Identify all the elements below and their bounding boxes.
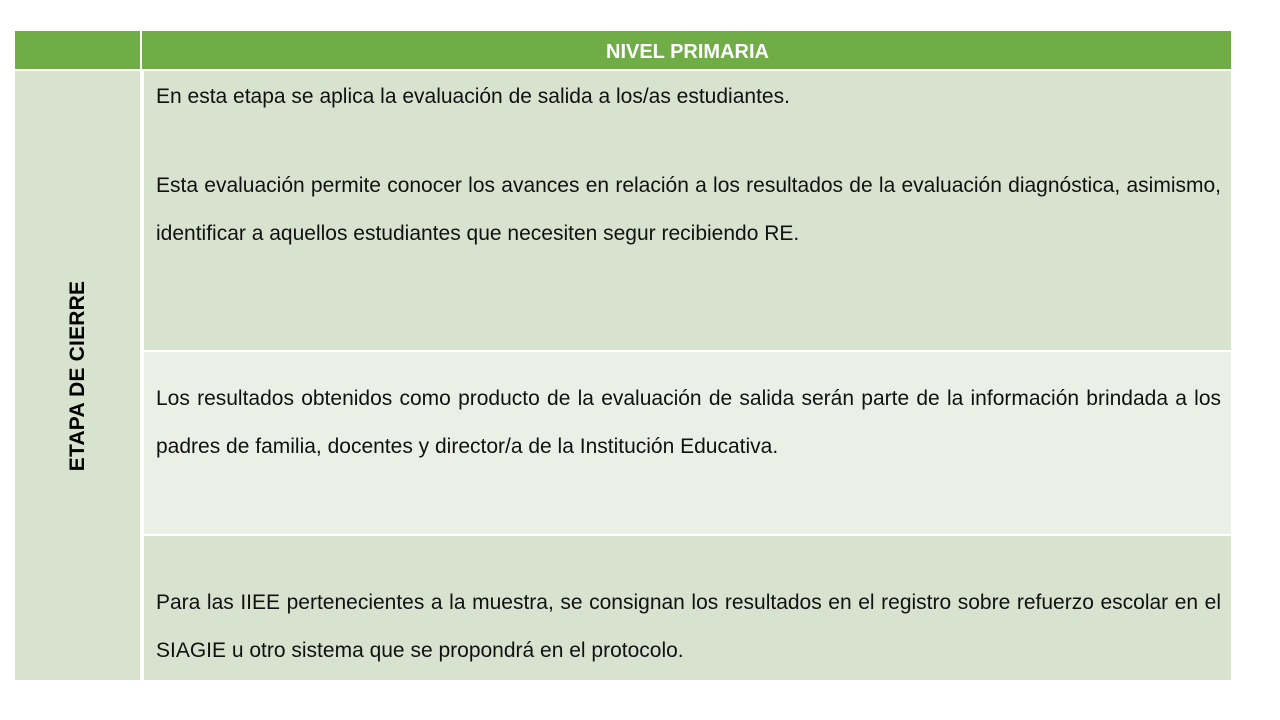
- table-header-row: [15, 31, 1231, 71]
- etapa-cierre-table: [15, 31, 1231, 680]
- row2-paragraph: Los resultados obtenidos como producto de la evaluación de salida serán parte de la información brindada a los padres de familia, docentes y director/a de la Institución Educativa.: [156, 387, 1221, 458]
- table-row: [144, 352, 1231, 536]
- row1-paragraph-1: En esta etapa se aplica la evaluación de salida a los/as estudiantes.: [156, 85, 790, 108]
- header-title: NIVEL PRIMARIA: [606, 41, 769, 63]
- stage-label: ETAPA DE CIERRE: [65, 280, 89, 471]
- row3-paragraph: Para las IIEE pertenecientes a la muestra, se consignan los resultados en el registro sobre refuerzo escolar en el SIAGIE u otro sistema que se propondrá en el protocolo.: [156, 591, 1221, 662]
- row1-paragraph-2: Esta evaluación permite conocer los avances en relación a los resultados de la evaluación diagnóstica, asimismo, identificar a aquellos estudiantes que necesiten segur recibiendo RE.: [156, 174, 1221, 245]
- header-empty-cell: [15, 31, 142, 71]
- table-row: [144, 536, 1231, 680]
- stage-label-cell: [15, 71, 142, 680]
- table-row: [144, 71, 1231, 352]
